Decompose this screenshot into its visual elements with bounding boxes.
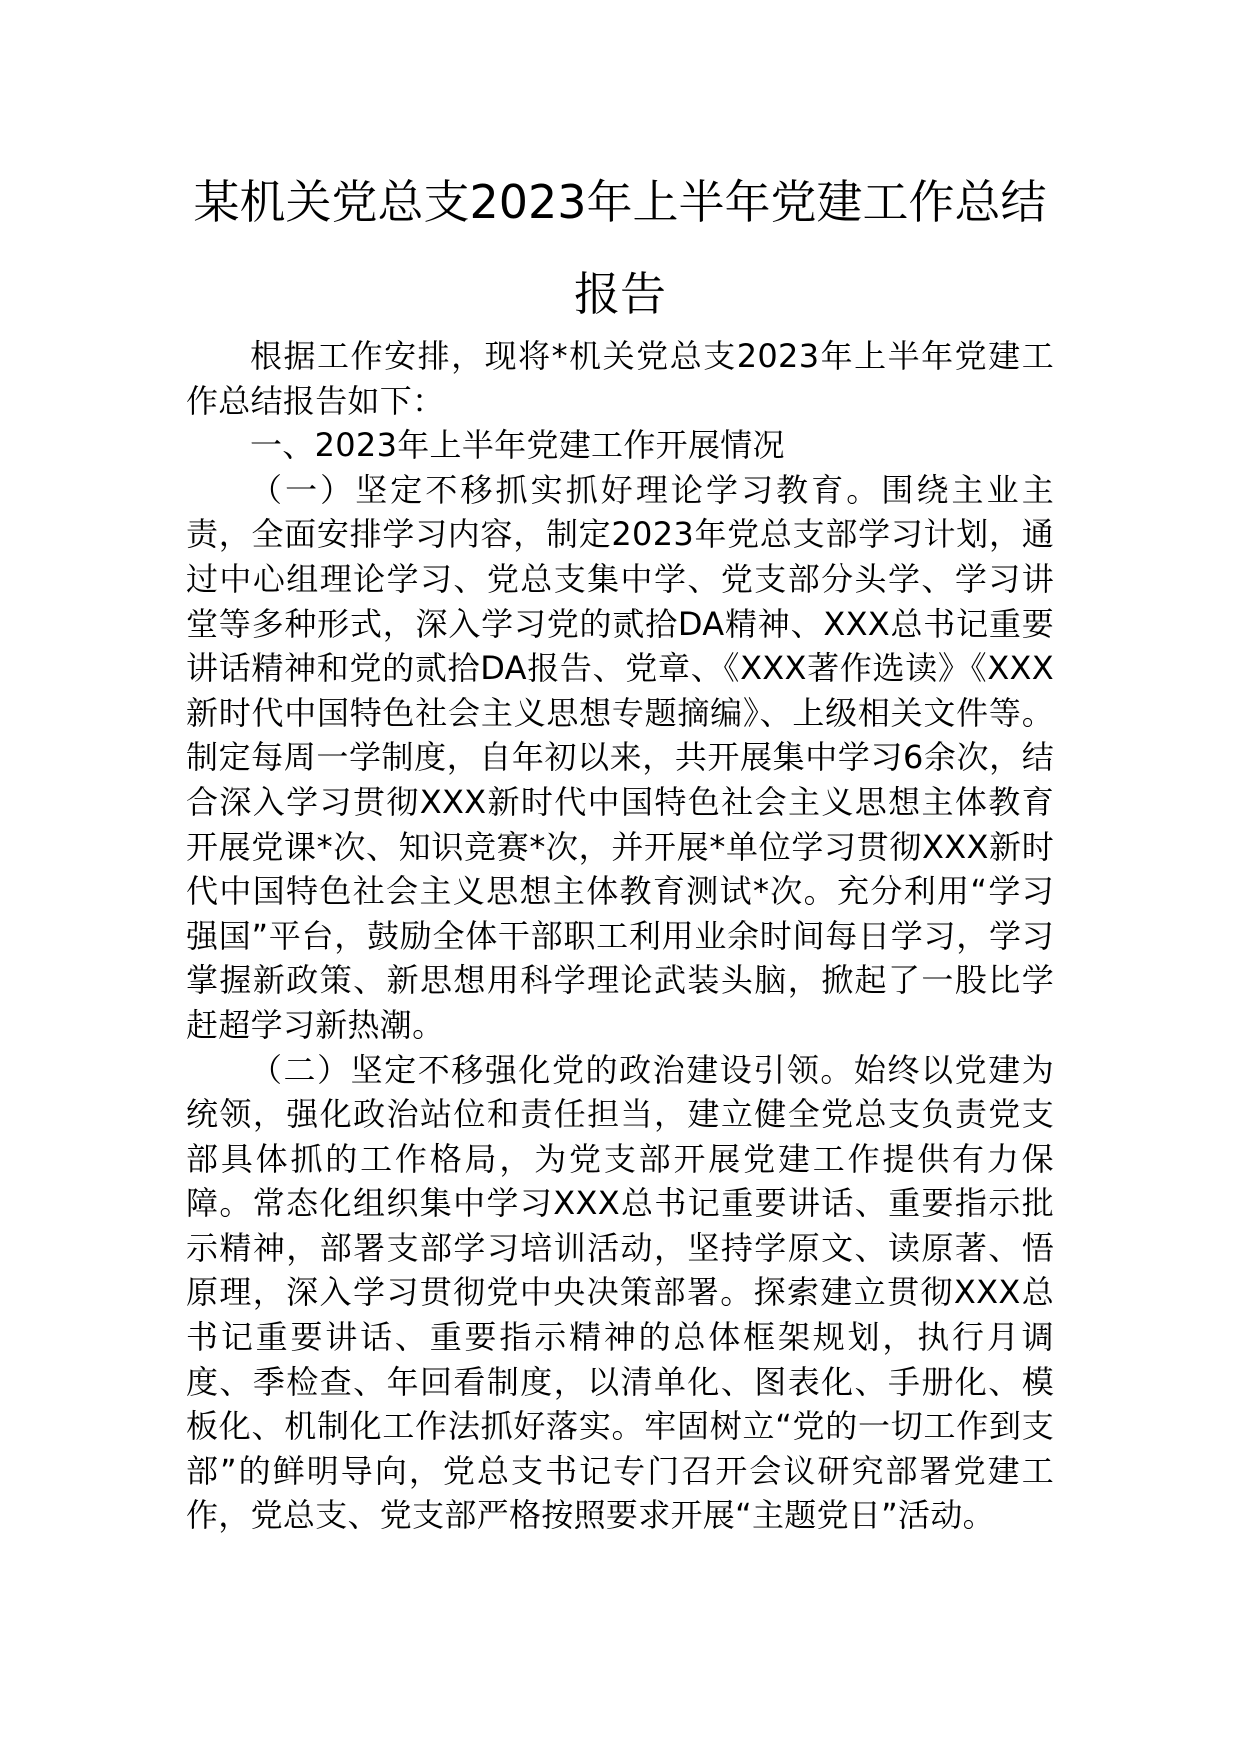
document-body (186, 334, 1054, 1538)
document-title: 某机关党总支2023年上半年党建工作总结报告 (193, 175, 1047, 321)
section-heading-1: 一、2023年上半年党建工作开展情况 (250, 426, 785, 465)
paragraph-theory-study: （一）坚定不移抓实抓好理论学习教育。围绕主业主责，全面安排学习内容，制定2023年党总支部学习计划，通过中心组理论学习、党总支集中学、党支部分头学、学习讲堂等多种形式，深入学习党的贰拾DA精神、XXX总书记重要讲话精神和党的贰拾DA报告、党章、《XXX著作选读》《XXX新时代中国特色社会主义思想专题摘编》、上级相关文件等。制定每周一学制度，自年初以来，共开展集中学习6余次，结合深入学习贯彻XXX新时代中国特色社会主义思想主体教育开展党课*次、知识竞赛*次，并开展*单位学习贯彻XXX新时代中国特色社会主义思想主体教育测试*次。充分利用“学习强国”平台，鼓励全体干部职工利用业余时间每日学习，学习掌握新政策、新思想用科学理论武装头脑，掀起了一股比学赶超学习新热潮。 (186, 470, 1054, 1044)
paragraph-political-building: （二）坚定不移强化党的政治建设引领。始终以党建为统领，强化政治站位和责任担当，建立健全党总支负责党支部具体抓的工作格局，为党支部开展党建工作提供有力保障。常态化组织集中学习XXX总书记重要讲话、重要指示批示精神，部署支部学习培训活动，坚持学原文、读原著、悟原理，深入学习贯彻党中央决策部署。探索建立贯彻XXX总书记重要讲话、重要指示精神的总体框架规划，执行月调度、季检查、年回看制度，以清单化、图表化、手册化、模板化、机制化工作法抓好落实。牢固树立“党的一切工作到支部”的鲜明导向，党总支书记专门召开会议研究部署党建工作，党总支、党支部严格按照要求开展“主题党日”活动。 (186, 1050, 1054, 1535)
paragraph-intro: 根据工作安排，现将*机关党总支2023年上半年党建工作总结报告如下： (186, 337, 1054, 420)
